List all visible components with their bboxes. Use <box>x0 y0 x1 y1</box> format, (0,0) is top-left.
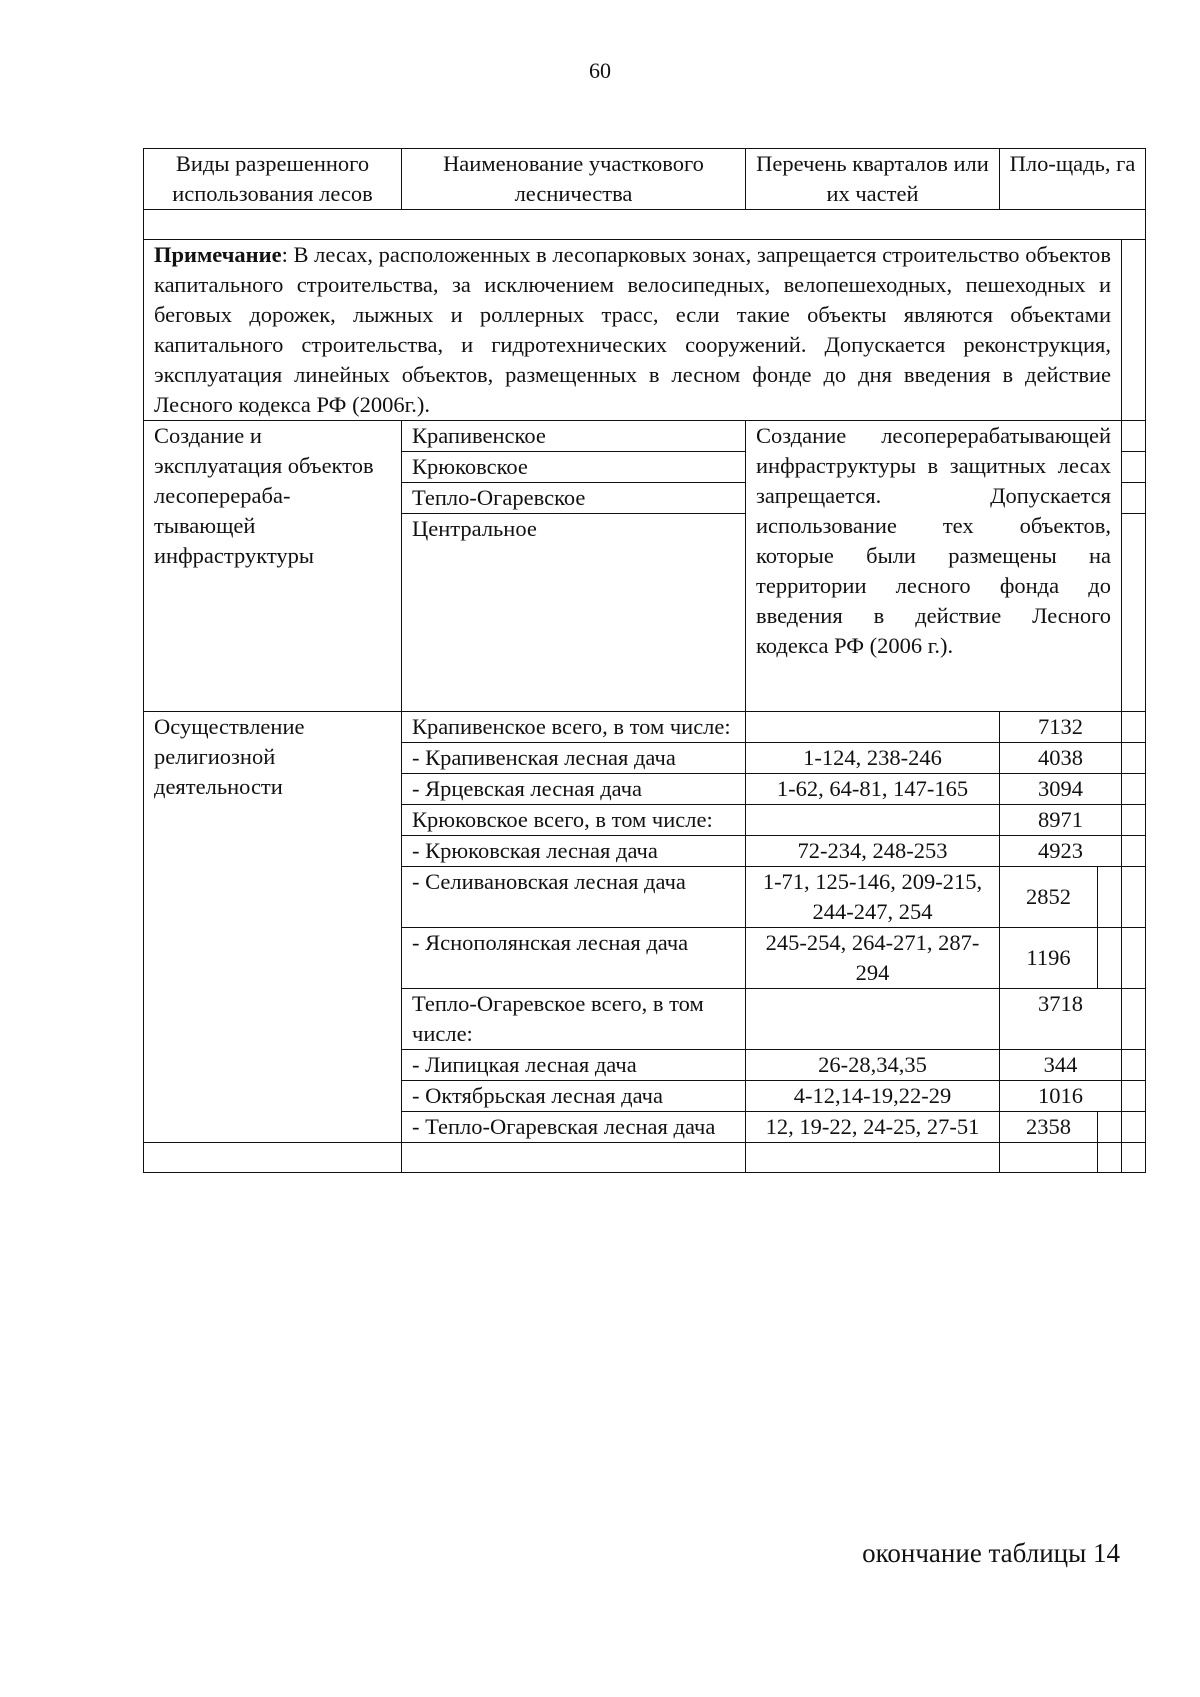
area-cell: 2358 <box>1000 1112 1098 1143</box>
header-use-type: Виды разрешенного использования лесов <box>144 149 402 210</box>
processing-restriction: Создание лесоперерабатывающей инфраструктуры в защитных лесах запрещается. Допускается использование тех объектов, которые были размещены на территории лесного фонда до введения в действие Лесного кодекса РФ (2006 г.). <box>746 421 1122 712</box>
area-cell: 1196 <box>1000 928 1098 989</box>
quarters-cell: 26-28,34,35 <box>746 1050 1000 1081</box>
area-cell: 7132 <box>1000 712 1122 743</box>
forestry-name: Крапивенское всего, в том числе: <box>402 712 746 743</box>
forestry-name: - Липицкая лесная дача <box>402 1050 746 1081</box>
area-cell: 1016 <box>1000 1081 1122 1112</box>
forestry-cell: Крюковское <box>402 452 746 483</box>
forestry-name: - Селивановская лесная дача <box>402 867 746 928</box>
area-cell: 3718 <box>1000 989 1122 1050</box>
area-cell: 2852 <box>1000 867 1098 928</box>
header-forestry: Наименование участкового лесничества <box>402 149 746 210</box>
quarters-cell: 1-71, 125-146, 209-215, 244-247, 254 <box>746 867 1000 928</box>
area-cell: 8971 <box>1000 805 1122 836</box>
use-type-processing: Создание и эксплуатация объектов лесоперераба-тывающей инфраструктуры <box>144 421 402 712</box>
forestry-cell: Тепло-Огаревское <box>402 483 746 514</box>
empty-row <box>144 1143 1146 1173</box>
quarters-cell <box>746 805 1000 836</box>
area-cell: 344 <box>1000 1050 1122 1081</box>
quarters-cell: 72-234, 248-253 <box>746 836 1000 867</box>
quarters-cell: 1-62, 64-81, 147-165 <box>746 774 1000 805</box>
quarters-cell: 12, 19-22, 24-25, 27-51 <box>746 1112 1000 1143</box>
note-cell <box>144 240 1122 421</box>
forestry-cell: Центральное <box>402 514 746 712</box>
quarters-cell: 1-124, 238-246 <box>746 743 1000 774</box>
table-row <box>144 421 1146 452</box>
forestry-name: - Тепло-Огаревская лесная дача <box>402 1112 746 1143</box>
table-row <box>144 712 1146 743</box>
forestry-name: - Крапивенская лесная дача <box>402 743 746 774</box>
page-number: 60 <box>589 58 611 83</box>
quarters-cell <box>746 712 1000 743</box>
note-text: : В лесах, расположенных в лесопарковых зонах, запрещается строительство объектов капитального строительства, за исключением велосипедных, велопешеходных, пешеходных и беговых дорожек, лыжных и роллерных трасс, если такие объекты являются объектами капитального строительства, и гидротехнических сооружений. Допускается реконструкция, эксплуатация линейных объектов, размещенных в лесном фонде до дня введения в действие Лесного кодекса РФ (2006г.). <box>154 242 1111 417</box>
area-cell: 3094 <box>1000 774 1122 805</box>
forestry-name: - Яснополянская лесная дача <box>402 928 746 989</box>
empty-row <box>144 210 1146 240</box>
use-type-religious: Осуществление религиозной деятельности <box>144 712 402 1143</box>
area-cell: 4038 <box>1000 743 1122 774</box>
header-area: Пло-щадь, га <box>1000 149 1146 210</box>
forestry-name: - Ярцевская лесная дача <box>402 774 746 805</box>
area-cell: 4923 <box>1000 836 1122 867</box>
note-row <box>144 240 1146 421</box>
quarters-cell: 4-12,14-19,22-29 <box>746 1081 1000 1112</box>
quarters-cell <box>746 989 1000 1050</box>
forestry-name: Крюковское всего, в том числе: <box>402 805 746 836</box>
table-header-row <box>144 149 1146 210</box>
table-continuation-caption: окончание таблицы 14 <box>862 1538 1120 1568</box>
forestry-name: Тепло-Огаревское всего, в том числе: <box>402 989 746 1050</box>
header-quarters: Перечень кварталов или их частей <box>746 149 1000 210</box>
forestry-name: - Крюковская лесная дача <box>402 836 746 867</box>
forest-use-table <box>143 148 1145 1173</box>
forestry-cell: Крапивенское <box>402 421 746 452</box>
note-label: Примечание <box>154 242 282 267</box>
forestry-name: - Октябрьская лесная дача <box>402 1081 746 1112</box>
quarters-cell: 245-254, 264-271, 287-294 <box>746 928 1000 989</box>
